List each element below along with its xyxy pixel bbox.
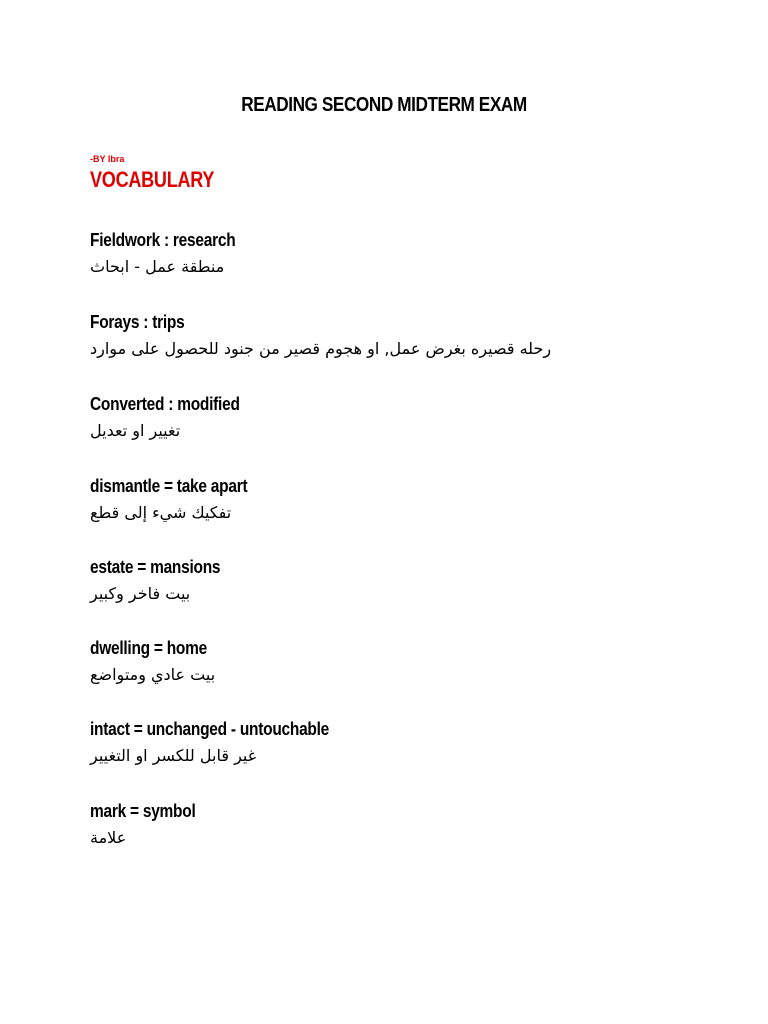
vocab-entry [90, 638, 226, 685]
vocab-term: estate = mansions [90, 557, 221, 577]
vocab-term: Forays : trips [90, 312, 185, 332]
vocab-meaning: منطقة عمل - ابحاث [90, 257, 225, 276]
vocab-entry [90, 230, 259, 277]
vocab-entry [90, 476, 273, 523]
vocab-entry [90, 719, 368, 766]
vocab-meaning: رحله قصيره بغرض عمل, او هجوم قصير من جنود للحصول على موارد [90, 339, 552, 358]
vocab-meaning: تفكيك شيء إلى قطع [90, 503, 232, 522]
vocab-entry [90, 557, 241, 604]
page-title: READING SECOND MIDTERM EXAM [241, 94, 527, 116]
vocab-term: dismantle = take apart [90, 476, 248, 496]
vocab-entry [90, 394, 264, 441]
vocab-meaning: تغيير او تعديل [90, 421, 181, 440]
vocab-term: intact = unchanged - untouchable [90, 719, 330, 739]
vocab-term: mark = symbol [90, 801, 196, 821]
vocab-term: Fieldwork : research [90, 230, 236, 250]
vocab-meaning: علامة [90, 828, 127, 847]
author-credit: -BY Ibra [90, 154, 125, 164]
vocab-meaning: غير قابل للكسر او التغيير [90, 746, 257, 765]
vocab-meaning: بيت عادي ومتواضع [90, 665, 216, 684]
vocab-entry [90, 312, 551, 359]
vocab-meaning: بيت فاخر وكبير [90, 584, 191, 603]
vocab-entry [90, 801, 213, 848]
section-heading-vocabulary: VOCABULARY [90, 167, 215, 192]
vocab-term: dwelling = home [90, 638, 207, 658]
vocab-term: Converted : modified [90, 394, 240, 414]
